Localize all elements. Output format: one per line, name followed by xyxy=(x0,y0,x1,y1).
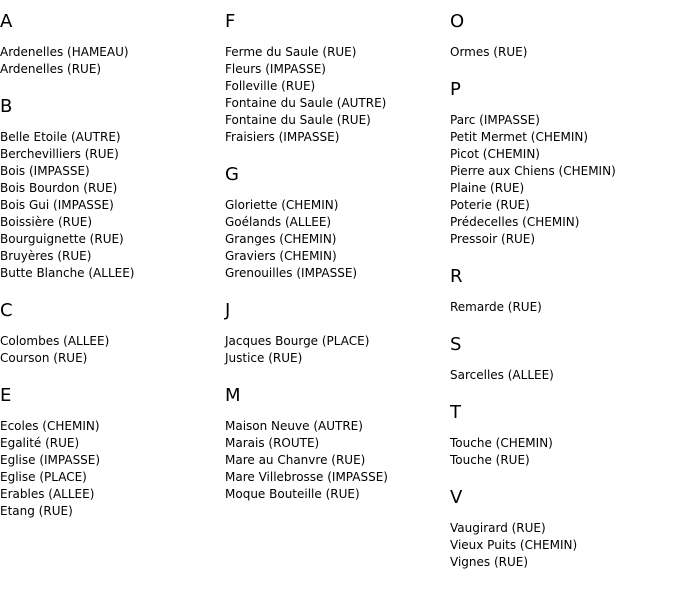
letter-heading: V xyxy=(450,487,463,508)
letter-group xyxy=(225,299,447,367)
letter-group xyxy=(450,401,672,469)
street-item: Ardenelles (HAMEAU) xyxy=(0,45,129,59)
letter-heading: F xyxy=(225,11,236,32)
street-item: Fleurs (IMPASSE) xyxy=(225,62,326,76)
street-item: Bois (IMPASSE) xyxy=(0,164,90,178)
street-item: Mare Villebrosse (IMPASSE) xyxy=(225,470,388,484)
street-item: Bourguignette (RUE) xyxy=(0,232,124,246)
street-item: Ormes (RUE) xyxy=(450,45,528,59)
letter-heading: S xyxy=(450,334,462,355)
street-item: Goélands (ALLEE) xyxy=(225,215,332,229)
street-item: Petit Mermet (CHEMIN) xyxy=(450,130,589,144)
letter-group xyxy=(450,486,672,571)
street-item: Marais (ROUTE) xyxy=(225,436,320,450)
street-item: Bois Bourdon (RUE) xyxy=(0,181,118,195)
street-item: Fontaine du Saule (AUTRE) xyxy=(225,96,387,110)
street-item: Berchevilliers (RUE) xyxy=(0,147,119,161)
street-item: Graviers (CHEMIN) xyxy=(225,249,337,263)
letter-group xyxy=(0,299,222,367)
letter-group xyxy=(225,163,447,282)
letter-heading: P xyxy=(450,79,461,100)
street-index-column xyxy=(225,10,447,520)
street-item: Granges (CHEMIN) xyxy=(225,232,337,246)
street-item: Touche (RUE) xyxy=(450,453,530,467)
letter-group xyxy=(450,333,672,384)
street-item: Eglise (PLACE) xyxy=(0,470,87,484)
letter-group xyxy=(0,95,222,282)
street-item: Eglise (IMPASSE) xyxy=(0,453,101,467)
street-item: Egalité (RUE) xyxy=(0,436,80,450)
street-item: Bruyères (RUE) xyxy=(0,249,92,263)
street-item: Grenouilles (IMPASSE) xyxy=(225,266,358,280)
letter-heading: A xyxy=(0,11,13,32)
letter-heading: M xyxy=(225,385,241,406)
street-item: Parc (IMPASSE) xyxy=(450,113,540,127)
street-item: Ferme du Saule (RUE) xyxy=(225,45,357,59)
street-item: Jacques Bourge (PLACE) xyxy=(225,334,370,348)
letter-heading: J xyxy=(225,300,231,321)
street-item: Belle Etoile (AUTRE) xyxy=(0,130,121,144)
letter-group xyxy=(450,265,672,316)
street-item: Fraisiers (IMPASSE) xyxy=(225,130,340,144)
letter-heading: O xyxy=(450,11,465,32)
street-item: Bois Gui (IMPASSE) xyxy=(0,198,114,212)
letter-heading: R xyxy=(450,266,463,287)
street-item: Fontaine du Saule (RUE) xyxy=(225,113,371,127)
street-item: Vignes (RUE) xyxy=(450,555,529,569)
street-item: Picot (CHEMIN) xyxy=(450,147,540,161)
street-item: Vaugirard (RUE) xyxy=(450,521,546,535)
street-item: Gloriette (CHEMIN) xyxy=(225,198,339,212)
street-item: Remarde (RUE) xyxy=(450,300,542,314)
letter-group xyxy=(0,384,222,520)
street-item: Ecoles (CHEMIN) xyxy=(0,419,100,433)
street-index-column xyxy=(0,10,222,537)
street-item: Courson (RUE) xyxy=(0,351,88,365)
street-item: Maison Neuve (AUTRE) xyxy=(225,419,363,433)
letter-heading: C xyxy=(0,300,13,321)
street-item: Boissière (RUE) xyxy=(0,215,93,229)
street-item: Pierre aux Chiens (CHEMIN) xyxy=(450,164,616,178)
street-item: Pressoir (RUE) xyxy=(450,232,536,246)
letter-heading: G xyxy=(225,164,239,185)
street-item: Justice (RUE) xyxy=(225,351,303,365)
street-index-column xyxy=(450,10,672,588)
letter-group xyxy=(450,78,672,248)
street-item: Sarcelles (ALLEE) xyxy=(450,368,554,382)
letter-heading: T xyxy=(450,402,461,423)
street-item: Colombes (ALLEE) xyxy=(0,334,110,348)
street-item: Etang (RUE) xyxy=(0,504,73,518)
street-item: Butte Blanche (ALLEE) xyxy=(0,266,135,280)
street-item: Folleville (RUE) xyxy=(225,79,316,93)
street-item: Poterie (RUE) xyxy=(450,198,530,212)
letter-heading: E xyxy=(0,385,12,406)
street-item: Moque Bouteille (RUE) xyxy=(225,487,360,501)
letter-group xyxy=(450,10,672,61)
street-item: Prédecelles (CHEMIN) xyxy=(450,215,580,229)
street-item: Plaine (RUE) xyxy=(450,181,525,195)
letter-group xyxy=(225,384,447,503)
letter-heading: B xyxy=(0,96,13,117)
letter-group xyxy=(0,10,222,78)
street-item: Vieux Puits (CHEMIN) xyxy=(450,538,578,552)
street-item: Ardenelles (RUE) xyxy=(0,62,102,76)
street-item: Erables (ALLEE) xyxy=(0,487,95,501)
street-item: Mare au Chanvre (RUE) xyxy=(225,453,366,467)
letter-group xyxy=(225,10,447,146)
street-item: Touche (CHEMIN) xyxy=(450,436,553,450)
